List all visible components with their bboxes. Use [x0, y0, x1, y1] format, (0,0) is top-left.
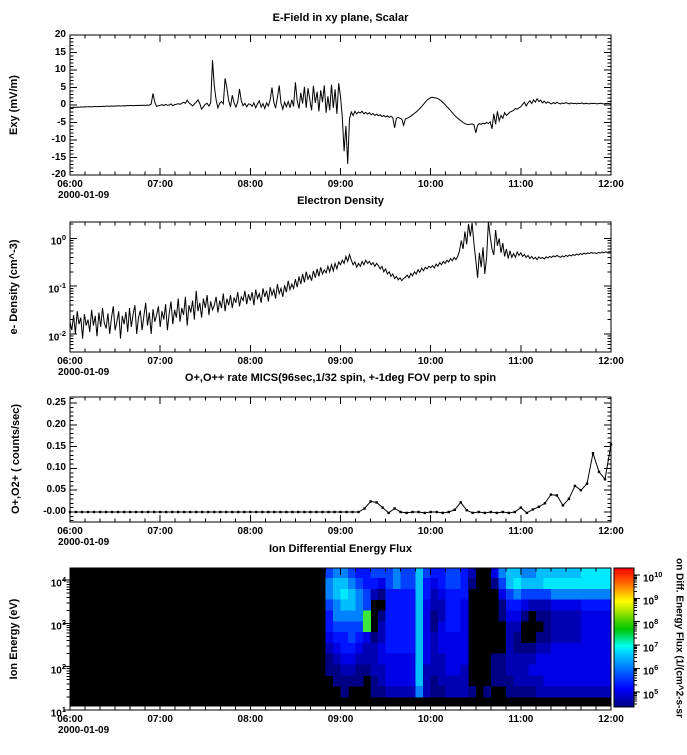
tick-label: $10^6$ — [643, 663, 659, 678]
x-tick-label: 10:00 — [417, 526, 444, 537]
x-tick-label: 06:00 — [57, 179, 83, 190]
x-tick-label: 10:00 — [417, 714, 444, 725]
x-tick-label: 12:00 — [598, 179, 624, 190]
x-tick-label: 11:00 — [508, 356, 534, 367]
x-tick-label: 08:00 — [237, 179, 264, 190]
tick-label: -5 — [57, 116, 66, 128]
date-label: 2000-01-09 — [58, 537, 110, 548]
tick-label: -0.00 — [43, 505, 66, 517]
panel2-ylabel: e- Density (cm^-3) — [8, 239, 20, 335]
x-tick-label: 07:00 — [147, 356, 173, 367]
tick-label: 20 — [54, 29, 66, 40]
tick-label: -10 — [51, 134, 66, 145]
tick-label: 0.15 — [46, 440, 66, 452]
tick-label: $10^1$ — [50, 705, 66, 720]
tick-label: $10^7$ — [643, 640, 659, 655]
panel3-ylabel: O+,O2+ ( counts/sec) — [10, 403, 22, 515]
x-tick-label: 11:00 — [508, 714, 534, 725]
x-tick-label: 09:00 — [327, 179, 354, 190]
x-tick-label: 06:00 — [57, 526, 83, 537]
tick-label: $10^4$ — [50, 575, 66, 590]
x-tick-label: 06:00 — [57, 356, 83, 367]
x-tick-label: 07:00 — [147, 179, 173, 190]
x-tick-label: 11:00 — [508, 179, 534, 190]
tick-label: $10^{10}$ — [643, 570, 663, 585]
panel3-title: O+,O++ rate MICS(96sec,1/32 spin, +-1deg FOV perp to spin — [184, 372, 497, 384]
tick-label: 5 — [60, 81, 66, 93]
x-tick-label: 11:00 — [508, 526, 534, 537]
tick-label: $10^8$ — [643, 616, 659, 632]
x-tick-label: 09:00 — [327, 714, 354, 725]
x-tick-label: 09:00 — [327, 356, 354, 367]
date-label: 2000-01-09 — [58, 190, 110, 201]
panel2-title: Electron Density — [297, 195, 384, 207]
x-tick-label: 07:00 — [147, 714, 173, 725]
tick-label: 0.05 — [46, 484, 66, 496]
panel4-title: Ion Differential Energy Flux — [268, 543, 413, 555]
tick-label: 0.10 — [46, 462, 66, 474]
tick-label: 10 — [54, 64, 66, 75]
x-tick-label: 09:00 — [327, 526, 354, 537]
date-label: 2000-01-09 — [58, 725, 110, 736]
panel1-ylabel: Exy (mV/m) — [8, 75, 20, 135]
x-tick-label: 12:00 — [598, 356, 624, 367]
tick-label: -15 — [51, 151, 66, 163]
x-tick-label: 12:00 — [598, 526, 624, 537]
tick-label: 15 — [54, 46, 66, 58]
tick-label: $10^5$ — [643, 686, 659, 702]
x-tick-label: 12:00 — [598, 714, 624, 725]
x-tick-label: 10:00 — [417, 179, 444, 190]
tick-label: 0.25 — [46, 397, 66, 409]
tick-label: -20 — [51, 169, 66, 180]
x-tick-label: 08:00 — [237, 356, 264, 367]
date-label: 2000-01-09 — [58, 367, 110, 378]
tick-label: 0 — [60, 99, 66, 110]
x-tick-label: 07:00 — [147, 526, 173, 537]
x-tick-label: 08:00 — [237, 714, 264, 725]
tick-label: $10^0$ — [50, 233, 66, 248]
tick-label: $10^3$ — [50, 618, 66, 633]
tick-label: $10^2$ — [50, 661, 66, 677]
tick-label: $10^{-2}$ — [48, 328, 66, 344]
tick-label: $10^{-1}$ — [48, 281, 66, 296]
panel1-title: E-Field in xy plane, Scalar — [272, 12, 409, 24]
panel4-ylabel: Ion Energy (eV) — [8, 598, 20, 680]
tick-label: 0.20 — [46, 418, 66, 430]
x-tick-label: 10:00 — [417, 356, 444, 367]
colorbar-label: on Diff. Energy Flux (1/(cm^2-s-sr — [673, 558, 685, 718]
x-tick-label: 08:00 — [237, 526, 264, 537]
tick-label: $10^9$ — [643, 593, 659, 608]
x-tick-label: 06:00 — [57, 714, 83, 725]
